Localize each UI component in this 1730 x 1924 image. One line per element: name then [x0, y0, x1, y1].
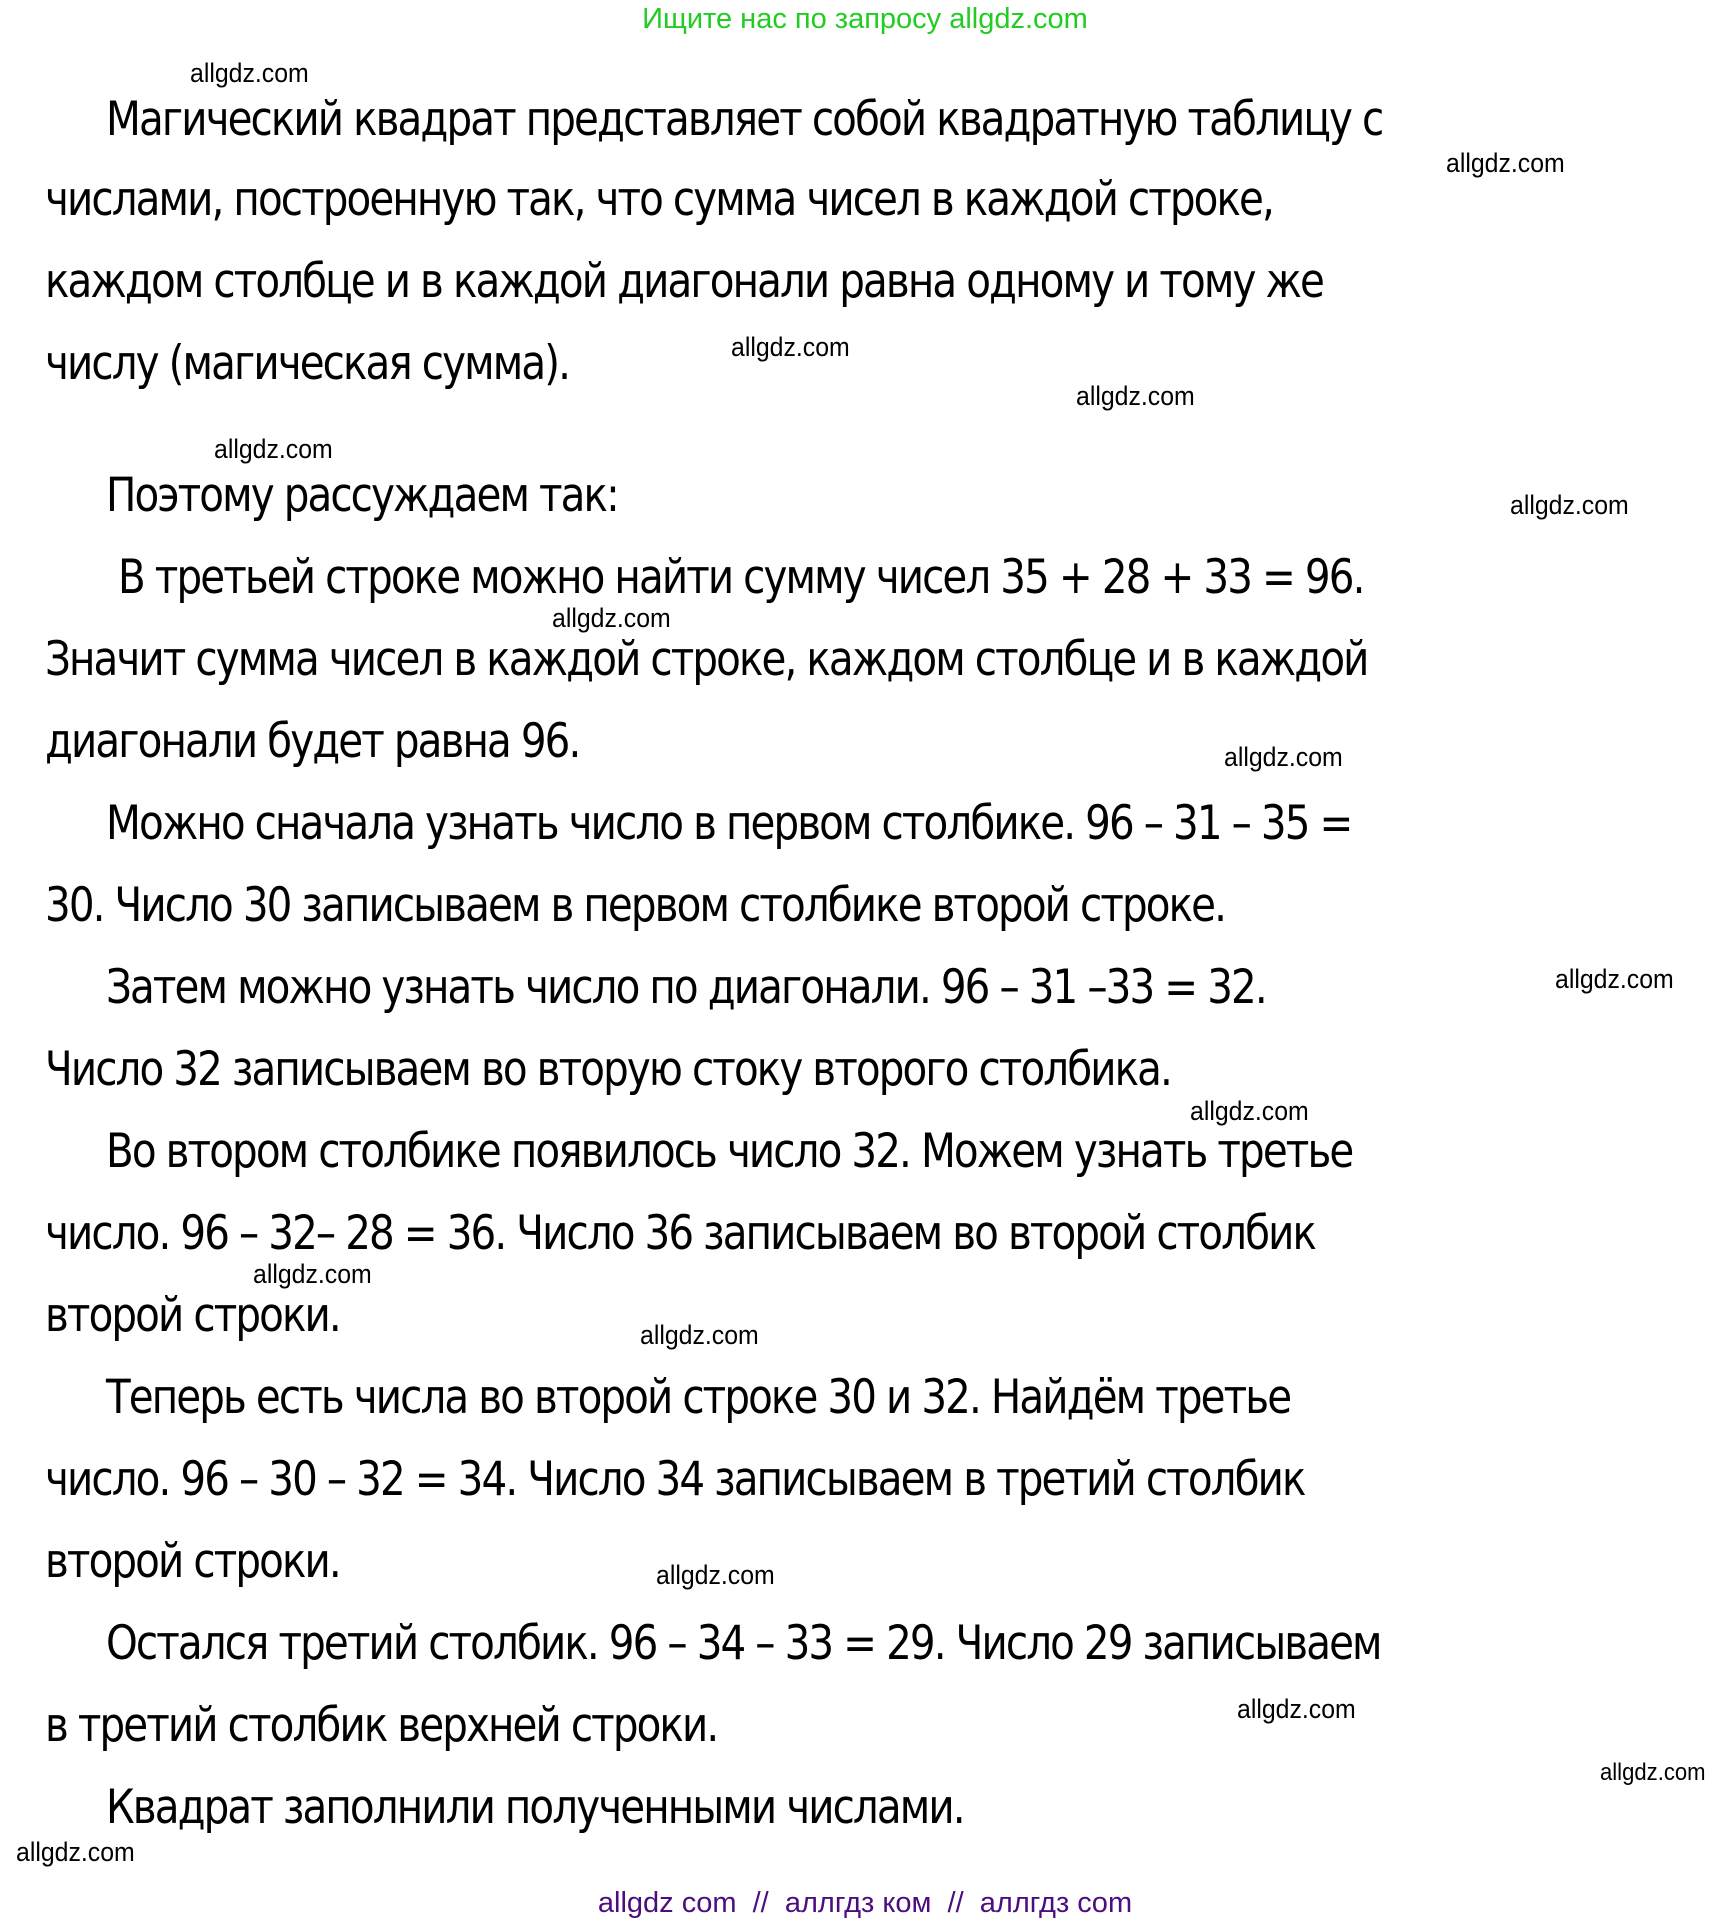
text-line: Число 32 записываем во вторую стоку второго столбика.	[45, 1042, 1172, 1097]
watermark: allgdz.com	[1446, 148, 1565, 178]
text-line: в третий столбик верхней строки.	[45, 1698, 718, 1753]
footer-banner: allgdz com // аллгдз ком // аллгдз com	[597, 1887, 1133, 1919]
watermark: allgdz.com	[190, 58, 309, 88]
watermark: allgdz.com	[1190, 1096, 1309, 1126]
watermark: allgdz.com	[1237, 1694, 1356, 1724]
watermark: allgdz.com	[552, 603, 671, 633]
watermark: allgdz.com	[16, 1837, 135, 1867]
header-banner: Ищите нас по запросу allgdz.com	[642, 3, 1088, 35]
watermark: allgdz.com	[640, 1320, 759, 1350]
watermark: allgdz.com	[731, 332, 850, 362]
text-line: диагонали будет равна 96.	[45, 714, 580, 769]
watermark: allgdz.com	[656, 1560, 775, 1590]
text-line: числу (магическая сумма).	[45, 336, 570, 391]
text-line: В третьей строке можно найти сумму чисел 35 + 28 + 33 = 96.	[118, 550, 1364, 605]
text-line: Квадрат заполнили полученными числами.	[106, 1780, 964, 1835]
watermark: allgdz.com	[214, 434, 333, 464]
watermark: allgdz.com	[1224, 742, 1343, 772]
text-line: Во втором столбике появилось число 32. Можем узнать третье	[106, 1124, 1353, 1179]
watermark: allgdz.com	[1555, 964, 1674, 994]
watermark: allgdz.com	[1510, 490, 1629, 520]
text-line: Значит сумма чисел в каждой строке, каждом столбце и в каждой	[45, 632, 1368, 687]
watermark: allgdz.com	[1600, 1759, 1706, 1786]
text-line: число. 96 – 32– 28 = 36. Число 36 записываем во второй столбик	[45, 1206, 1316, 1261]
text-line: второй строки.	[45, 1288, 340, 1343]
watermark: allgdz.com	[253, 1259, 372, 1289]
text-line: число. 96 – 30 – 32 = 34. Число 34 записываем в третий столбик	[45, 1452, 1305, 1507]
text-line: второй строки.	[45, 1534, 340, 1589]
text-line: Затем можно узнать число по диагонали. 96 – 31 –33 = 32.	[106, 960, 1266, 1015]
text-line: Можно сначала узнать число в первом столбике. 96 – 31 – 35 =	[106, 796, 1352, 851]
text-line: 30. Число 30 записываем в первом столбике второй строке.	[45, 878, 1226, 933]
text-line: Теперь есть числа во второй строке 30 и 32. Найдём третье	[106, 1370, 1291, 1425]
text-line: Остался третий столбик. 96 – 34 – 33 = 29. Число 29 записываем	[106, 1616, 1381, 1671]
text-line: Поэтому рассуждаем так:	[106, 468, 618, 523]
text-line: числами, построенную так, что сумма чисел в каждой строке,	[45, 172, 1273, 227]
watermark: allgdz.com	[1076, 381, 1195, 411]
text-line: каждом столбце и в каждой диагонали равна одному и тому же	[45, 254, 1323, 309]
text-line: Магический квадрат представляет собой квадратную таблицу с	[106, 92, 1383, 147]
